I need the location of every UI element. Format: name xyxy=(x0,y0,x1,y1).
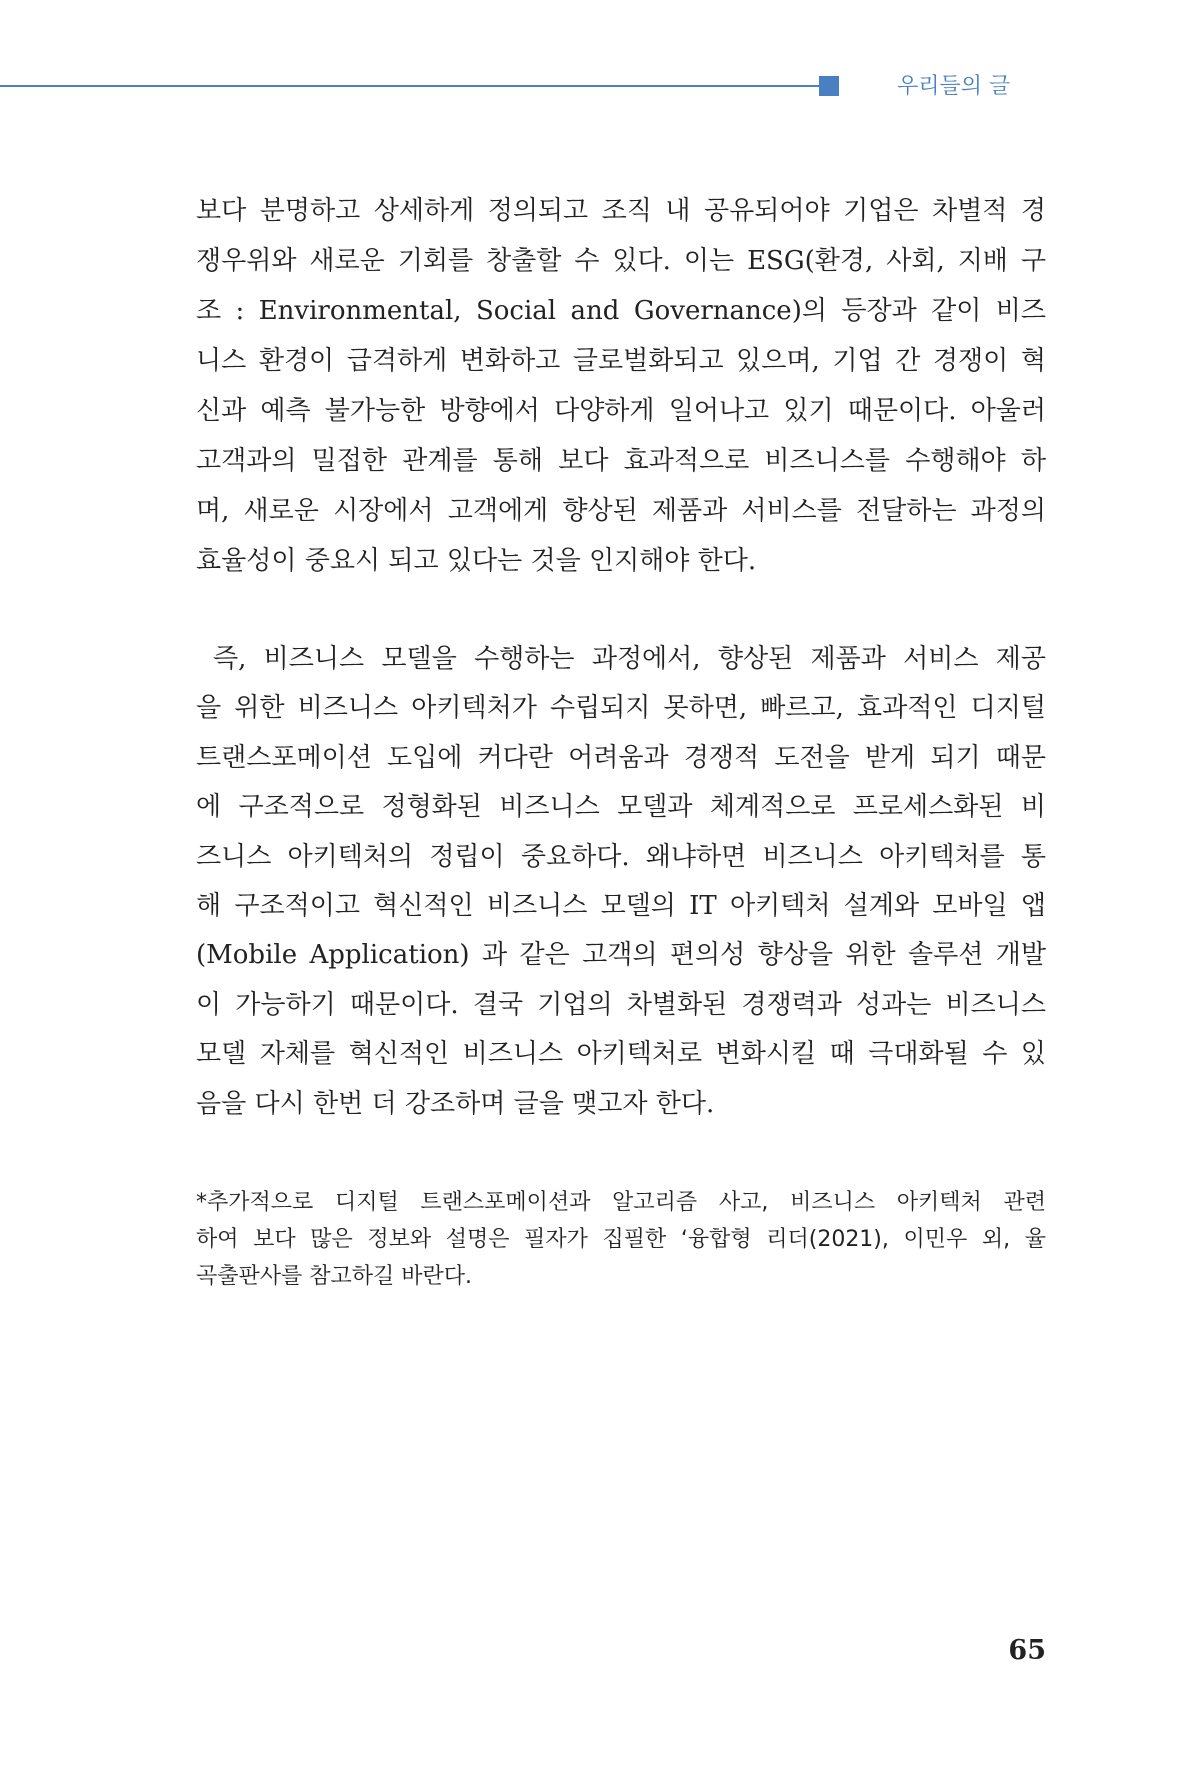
body-line: 보다 분명하고 상세하게 정의되고 조직 내 공유되어야 기업은 차별적 경 xyxy=(196,196,1046,226)
body-line: 음을 다시 한번 더 강조하며 글을 맺고자 한다. xyxy=(196,1088,715,1119)
body-line: 조 : Environmental, Social and Governance)의 등장과 같이 비즈 xyxy=(196,296,1046,326)
footnote-line: 곡출판사를 참고하길 바란다. xyxy=(196,1264,473,1289)
body-line: 며, 새로운 시장에서 고객에게 향상된 제품과 서비스를 전달하는 과정의 xyxy=(196,496,1046,526)
body-line: 모델 자체를 혁신적인 비즈니스 아키텍처로 변화시킬 때 극대화될 수 있 xyxy=(196,1039,1046,1070)
body-line: 즈니스 아키텍처의 정립이 중요하다. 왜냐하면 비즈니스 아키텍처를 통 xyxy=(196,841,1046,872)
footnote-line: 하여 보다 많은 정보와 설명은 필자가 집필한 ‘융합형 리더(2021), 이민우 외, 율 xyxy=(196,1227,1046,1252)
header-rule xyxy=(0,85,822,87)
body-line: 고객과의 밀접한 관계를 통해 보다 효과적으로 비즈니스를 수행해야 하 xyxy=(196,446,1046,476)
body-line: 해 구조적이고 혁신적인 비즈니스 모델의 IT 아키텍처 설계와 모바일 앱 xyxy=(196,890,1046,921)
body-line: 니스 환경이 급격하게 변화하고 글로벌화되고 있으며, 기업 간 경쟁이 혁 xyxy=(196,346,1046,376)
page-number: 65 xyxy=(1008,1635,1046,1666)
body-line: 쟁우위와 새로운 기회를 창출할 수 있다. 이는 ESG(환경, 사회, 지배 구 xyxy=(196,246,1046,276)
header-square-marker xyxy=(819,76,839,96)
body-line: 트랜스포메이션 도입에 커다란 어려움과 경쟁적 도전을 받게 되기 때문 xyxy=(196,742,1046,773)
body-paragraph-2 xyxy=(196,635,1046,1129)
body-line: 신과 예측 불가능한 방향에서 다양하게 일어나고 있기 때문이다. 아울러 xyxy=(196,396,1046,426)
section-title: 우리들의 글 xyxy=(897,74,1011,99)
body-paragraph-1 xyxy=(196,186,1046,586)
body-line: 을 위한 비즈니스 아키텍처가 수립되지 못하면, 빠르고, 효과적인 디지털 xyxy=(196,693,1046,724)
body-line: 이 가능하기 때문이다. 결국 기업의 차별화된 경쟁력과 성과는 비즈니스 xyxy=(196,989,1046,1020)
footnote-line: *추가적으로 디지털 트랜스포메이션과 알고리즘 사고, 비즈니스 아키텍처 관련 xyxy=(196,1190,1046,1215)
body-line: 에 구조적으로 정형화된 비즈니스 모델과 체계적으로 프로세스화된 비 xyxy=(196,792,1046,823)
body-line: 즉, 비즈니스 모델을 수행하는 과정에서, 향상된 제품과 서비스 제공 xyxy=(213,644,1046,674)
footnote xyxy=(196,1184,1046,1295)
body-line: 효율성이 중요시 되고 있다는 것을 인지해야 한다. xyxy=(196,546,757,576)
body-line: (Mobile Application) 과 같은 고객의 편의성 향상을 위한 솔루션 개발 xyxy=(196,940,1046,971)
